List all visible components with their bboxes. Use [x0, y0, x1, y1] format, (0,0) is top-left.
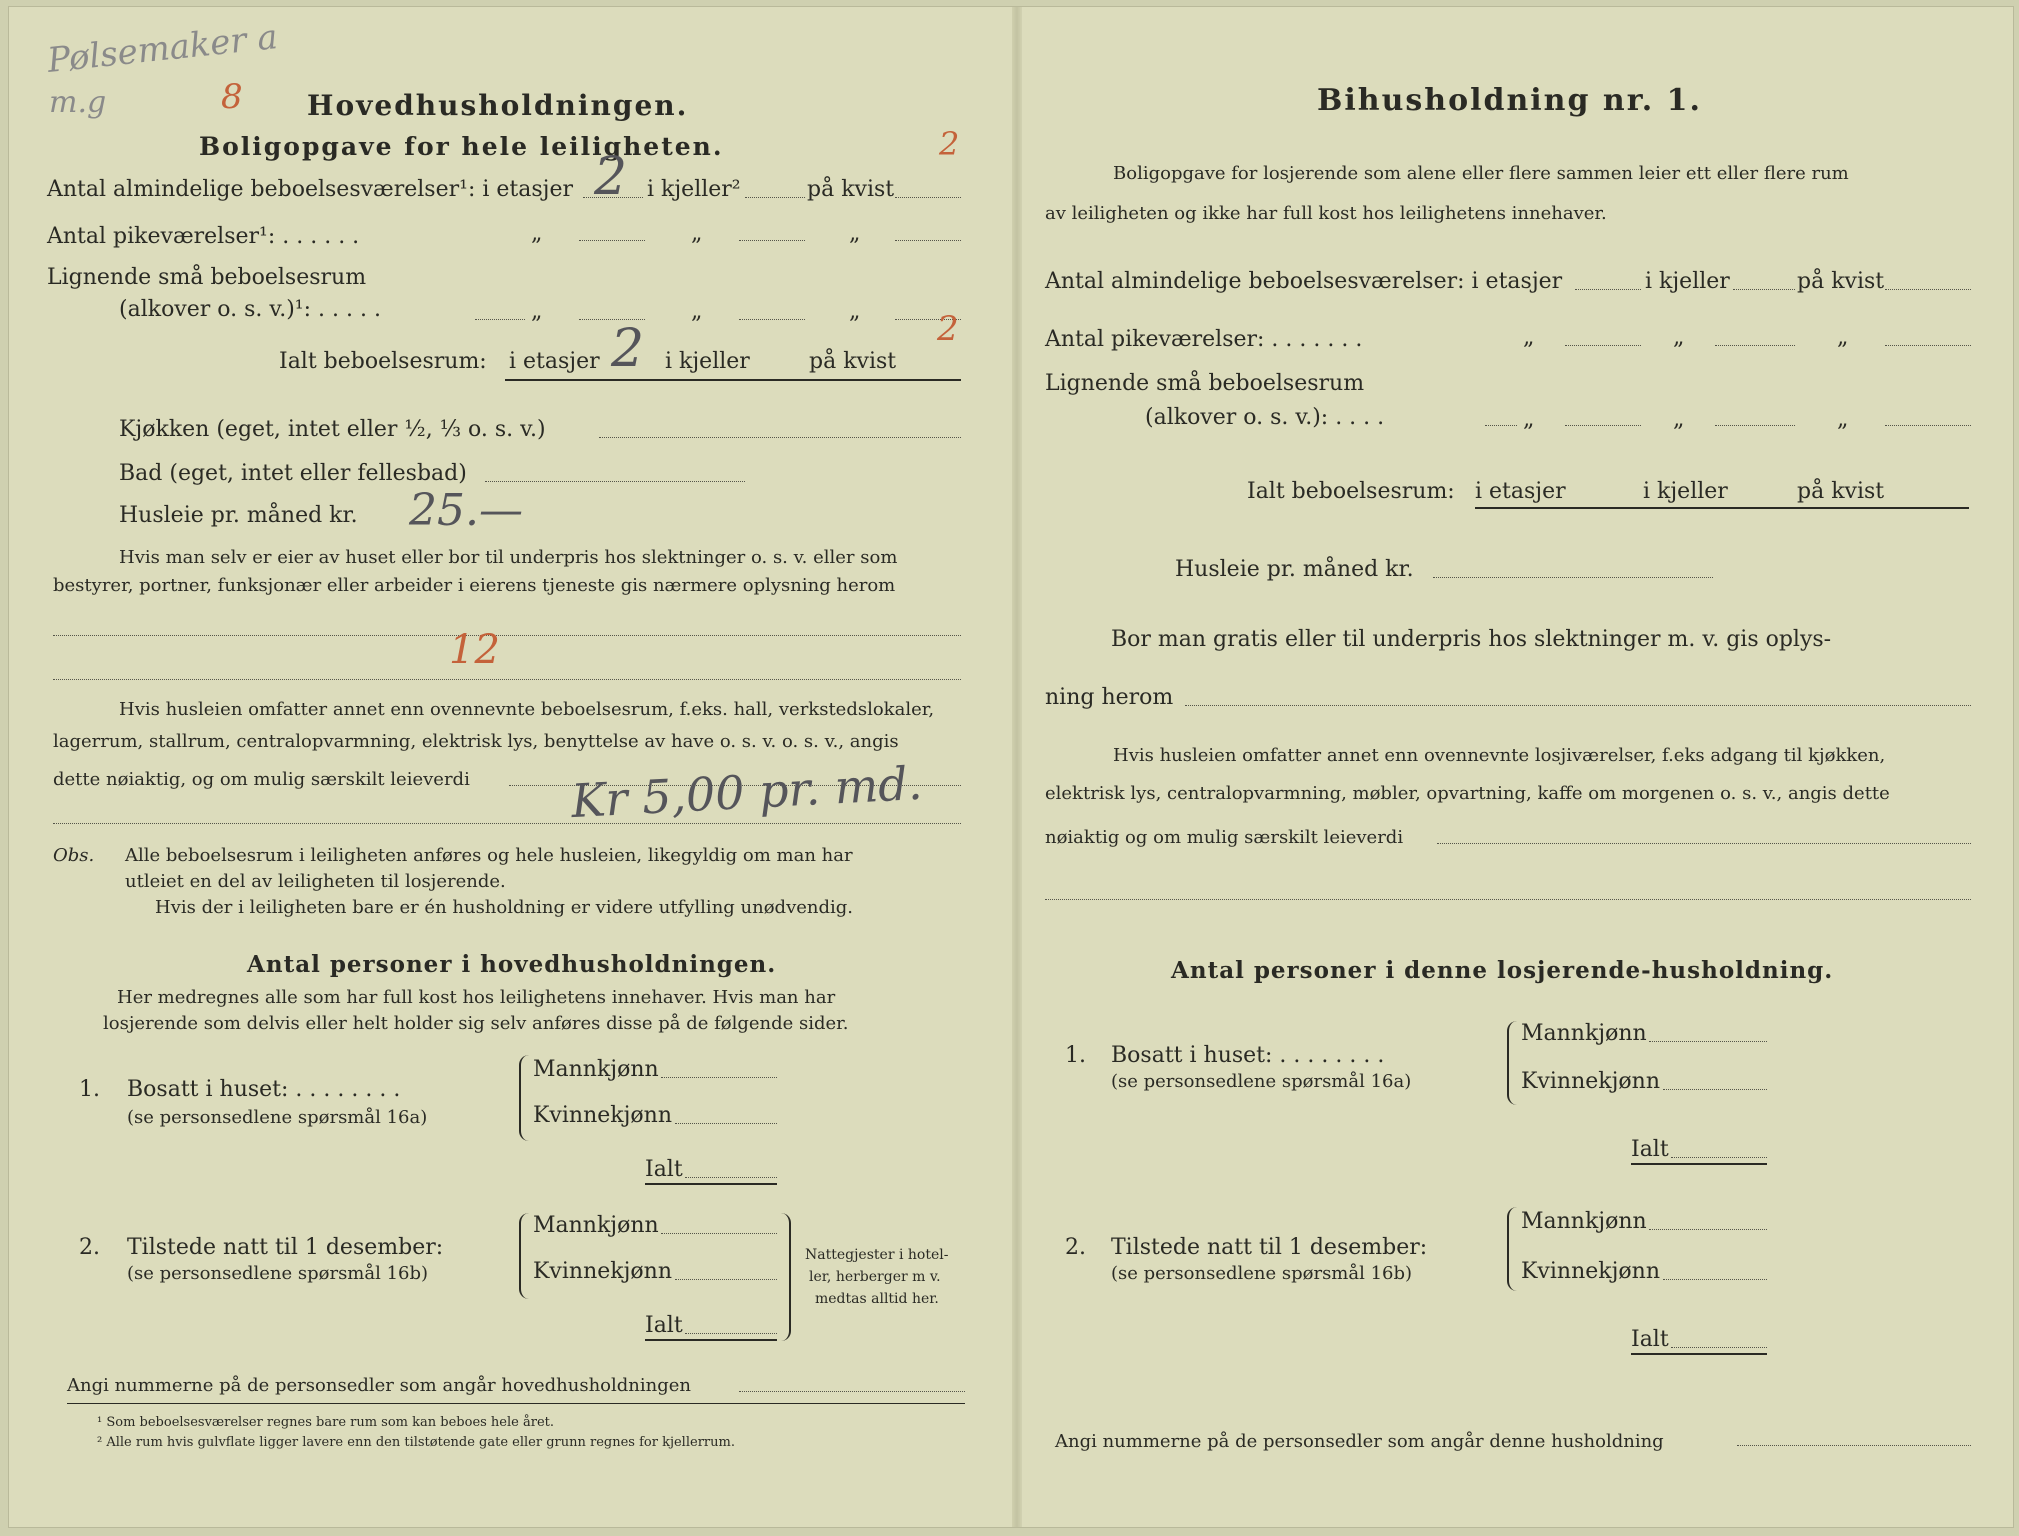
- left-kjeller-field[interactable]: [745, 197, 805, 198]
- right-ditto-6: „: [1837, 407, 1849, 432]
- left-pikevaerelser-label: Antal pikeværelser¹: . . . . . .: [47, 224, 360, 249]
- right-item1-ialt: Ialt: [1631, 1137, 1669, 1162]
- right-antal-alm-label: Antal almindelige beboelsesværelser: i etasjer: [1045, 269, 1563, 294]
- right-item1-kvinne: Kvinnekjønn: [1521, 1069, 1660, 1094]
- right-item1-ialt-field[interactable]: [1671, 1157, 1767, 1158]
- right-omfatter-2: elektrisk lys, centralopvarmning, møbler, opvartning, kaffe om morgenen o. s. v., angis dette: [1045, 783, 1890, 804]
- left-underpris-field-2[interactable]: [53, 679, 961, 680]
- left-angi: Angi nummerne på de personsedler som angår hovedhusholdningen: [67, 1375, 691, 1396]
- handwritten-etasjer-2: 2: [594, 147, 628, 207]
- right-item1-ialt-rule: [1631, 1163, 1767, 1165]
- left-item2-brace: [519, 1213, 531, 1299]
- left-obs-label: Obs.: [53, 845, 95, 866]
- left-pike-kjeller-field[interactable]: [739, 240, 805, 241]
- right-item2-sub: (se personsedlene spørsmål 16b): [1111, 1263, 1413, 1284]
- right-item2-label: Tilstede natt til 1 desember:: [1111, 1235, 1428, 1260]
- left-ditto-2: „: [691, 221, 703, 246]
- right-ialt-label: Ialt beboelsesrum:: [1247, 479, 1455, 504]
- right-item2-kvinne: Kvinnekjønn: [1521, 1259, 1660, 1284]
- right-item2-ialt-field[interactable]: [1671, 1347, 1767, 1348]
- left-item2-sub: (se personsedlene spørsmål 16b): [127, 1263, 429, 1284]
- right-lignende-etasjer-field[interactable]: [1565, 425, 1641, 426]
- handwritten-ialt-2: 2: [611, 319, 645, 379]
- left-ditto-5: „: [691, 299, 703, 324]
- left-item2-num: 2.: [79, 1235, 100, 1260]
- left-ialt-rule: [505, 379, 961, 381]
- right-leieverdi-field[interactable]: [1437, 843, 1971, 844]
- left-nattegjester-1: Nattegjester i hotel-: [805, 1247, 949, 1263]
- page-fold: [1012, 7, 1022, 1527]
- right-item2-mann: Mannkjønn: [1521, 1209, 1647, 1234]
- right-ditto-4: „: [1523, 407, 1535, 432]
- right-lignende-kvist-field[interactable]: [1885, 425, 1971, 426]
- right-pike-kjeller-field[interactable]: [1715, 345, 1795, 346]
- right-etasjer-field[interactable]: [1575, 289, 1641, 290]
- left-title: Hovedhusholdningen.: [307, 89, 689, 122]
- right-ialt-kjeller-label: i kjeller: [1643, 479, 1728, 504]
- left-ialt-kvist-label: på kvist: [809, 349, 897, 374]
- left-underpris-2: bestyrer, portner, funksjonær eller arbeider i eierens tjeneste gis nærmere oplysning herom: [53, 575, 896, 596]
- left-item2-label: Tilstede natt til 1 desember:: [127, 1235, 444, 1260]
- left-footnote-2: ² Alle rum hvis gulvflate ligger lavere enn den tilstøtende gate eller grunn regnes for kjellerrum.: [97, 1435, 735, 1450]
- right-lignende-label-2: (alkover o. s. v.): . . . .: [1145, 405, 1385, 430]
- left-antal-alm-label: Antal almindelige beboelsesværelser¹: i etasjer: [47, 177, 574, 202]
- left-item2-kvinne: Kvinnekjønn: [533, 1259, 672, 1284]
- handwritten-num-2-top: 2: [939, 125, 960, 163]
- left-item1-sub: (se personsedlene spørsmål 16a): [127, 1107, 428, 1128]
- right-item1-label: Bosatt i huset: . . . . . . . .: [1111, 1043, 1385, 1068]
- right-husleie-field[interactable]: [1433, 577, 1713, 578]
- left-bad-label: Bad (eget, intet eller fellesbad): [119, 461, 467, 486]
- right-item1-brace: [1507, 1021, 1519, 1105]
- left-underpris-1: Hvis man selv er eier av huset eller bor til underpris hos slektninger o. s. v. eller som: [119, 547, 898, 568]
- handwritten-number-8: 8: [221, 77, 243, 117]
- right-ialt-rule: [1475, 507, 1969, 509]
- left-page: [9, 7, 1009, 1527]
- right-leieverdi-field-2[interactable]: [1045, 899, 1971, 900]
- right-item2-ialt-rule: [1631, 1353, 1767, 1355]
- right-ditto-5: „: [1673, 407, 1685, 432]
- right-angi: Angi nummerne på de personsedler som angår denne husholdning: [1055, 1431, 1664, 1452]
- right-kvist-label: på kvist: [1797, 269, 1885, 294]
- right-item2-mann-field[interactable]: [1649, 1229, 1767, 1230]
- right-omfatter-3: nøiaktig og om mulig særskilt leieverdi: [1045, 827, 1404, 848]
- left-ialt-label: Ialt beboelsesrum:: [279, 349, 487, 374]
- right-ialt-kvist-label: på kvist: [1797, 479, 1885, 504]
- right-item1-mann-field[interactable]: [1649, 1041, 1767, 1042]
- left-ditto-4: „: [531, 299, 543, 324]
- left-omfatter-1: Hvis husleien omfatter annet enn ovennevnte beboelsesrum, f.eks. hall, verkstedslokaler,: [119, 699, 935, 720]
- left-lignende-field-a[interactable]: [475, 319, 525, 320]
- right-gratis-2: ning herom: [1045, 685, 1174, 710]
- left-kvist-field[interactable]: [895, 197, 961, 198]
- left-omfatter-2: lagerrum, stallrum, centralopvarmning, elektrisk lys, benyttelse av have o. s. v. o. s. v., angis: [53, 731, 899, 752]
- handwritten-husleie: 25.—: [409, 485, 523, 536]
- right-gratis-1: Bor man gratis eller til underpris hos slektninger m. v. gis oplys-: [1111, 627, 1832, 652]
- right-item2-kvinne-field[interactable]: [1663, 1279, 1767, 1280]
- left-item2-ialt: Ialt: [645, 1313, 683, 1338]
- handwritten-mg: m.g: [49, 85, 107, 120]
- left-husleie-label: Husleie pr. måned kr.: [119, 503, 358, 528]
- left-lignende-label-2: (alkover o. s. v.)¹: . . . . .: [119, 297, 381, 322]
- right-intro-1: Boligopgave for losjerende som alene eller flere sammen leier ett eller flere rum: [1113, 163, 1849, 184]
- left-item1-num: 1.: [79, 1077, 100, 1102]
- right-item1-num: 1.: [1065, 1043, 1086, 1068]
- left-item1-mann-field[interactable]: [661, 1077, 777, 1078]
- left-leieverdi-field-2[interactable]: [53, 823, 961, 824]
- left-omfatter-3: dette nøiaktig, og om mulig særskilt leieverdi: [53, 769, 470, 790]
- right-ialt-etasjer-label: i etasjer: [1475, 479, 1566, 504]
- left-item2-right-brace: [779, 1213, 791, 1341]
- left-underpris-field-1[interactable]: [53, 635, 961, 636]
- right-husleie-label: Husleie pr. måned kr.: [1175, 557, 1414, 582]
- right-pike-kvist-field[interactable]: [1885, 345, 1971, 346]
- census-form-sheet: [8, 6, 2014, 1528]
- right-kjeller-field[interactable]: [1733, 289, 1795, 290]
- left-item2-mann-field[interactable]: [661, 1233, 777, 1234]
- left-item1-brace: [519, 1055, 531, 1141]
- left-subtitle: Boligopgave for hele leiligheten.: [199, 132, 724, 161]
- left-footnote-rule: [67, 1403, 965, 1404]
- left-item2-ialt-field[interactable]: [685, 1333, 777, 1334]
- handwritten-leieverdi: Kr 5,00 pr. md.: [569, 755, 924, 829]
- right-item1-kvinne-field[interactable]: [1663, 1089, 1767, 1090]
- left-pike-kvist-field[interactable]: [895, 240, 961, 241]
- right-lignende-field-a[interactable]: [1485, 425, 1517, 426]
- left-ialt-etasjer-label: i etasjer: [509, 349, 600, 374]
- right-ditto-3: „: [1837, 325, 1849, 350]
- left-pike-etasjer-field[interactable]: [579, 240, 645, 241]
- left-item1-ialt-rule: [645, 1183, 777, 1185]
- handwritten-12: 12: [449, 627, 500, 673]
- left-item1-kvinne-field[interactable]: [675, 1123, 777, 1124]
- right-angi-field[interactable]: [1737, 1445, 1971, 1446]
- right-item2-brace: [1507, 1207, 1519, 1291]
- right-kjeller-label: i kjeller: [1645, 269, 1730, 294]
- right-item1-mann: Mannkjønn: [1521, 1021, 1647, 1046]
- right-pikevaerelser-label: Antal pikeværelser: . . . . . . .: [1045, 327, 1363, 352]
- left-ditto-1: „: [531, 221, 543, 246]
- right-pike-etasjer-field[interactable]: [1565, 345, 1641, 346]
- left-ditto-3: „: [849, 221, 861, 246]
- right-lignende-kjeller-field[interactable]: [1715, 425, 1795, 426]
- left-item1-ialt: Ialt: [645, 1157, 683, 1182]
- left-footnote-1: ¹ Som beboelsesværelser regnes bare rum som kan beboes hele året.: [97, 1415, 554, 1430]
- right-item2-num: 2.: [1065, 1235, 1086, 1260]
- right-ditto-1: „: [1523, 325, 1535, 350]
- left-lignende-label-1: Lignende små beboelsesrum: [47, 265, 367, 290]
- left-obs-2: utleiet en del av leiligheten til losjerende.: [125, 871, 506, 892]
- left-kvist-label: på kvist: [807, 177, 895, 202]
- left-item2-ialt-rule: [645, 1339, 777, 1341]
- left-kjeller-label: i kjeller²: [647, 177, 741, 202]
- left-kjokken-label: Kjøkken (eget, intet eller ½, ⅓ o. s. v.): [119, 417, 546, 442]
- left-nattegjester-2: ler, herberger m v.: [809, 1269, 941, 1285]
- left-persons-title: Antal personer i hovedhusholdningen.: [247, 951, 777, 978]
- left-angi-field[interactable]: [739, 1391, 965, 1392]
- right-kvist-field[interactable]: [1885, 289, 1971, 290]
- right-title: Bihusholdning nr. 1.: [1317, 83, 1702, 118]
- left-obs-3: Hvis der i leiligheten bare er én husholdning er videre utfylling unødvendig.: [155, 897, 854, 918]
- right-gratis-field[interactable]: [1185, 705, 1971, 706]
- left-item2-mann: Mannkjønn: [533, 1213, 659, 1238]
- left-kjokken-field[interactable]: [599, 437, 961, 438]
- left-item1-mann: Mannkjønn: [533, 1057, 659, 1082]
- right-intro-2: av leiligheten og ikke har full kost hos leilighetens innehaver.: [1045, 203, 1607, 224]
- right-persons-title: Antal personer i denne losjerende-husholdning.: [1171, 957, 1834, 984]
- right-omfatter-1: Hvis husleien omfatter annet enn ovennevnte losjiværelser, f.eks adgang til kjøkken,: [1113, 745, 1886, 766]
- right-ditto-2: „: [1673, 325, 1685, 350]
- left-item2-kvinne-field[interactable]: [675, 1279, 777, 1280]
- right-item2-ialt: Ialt: [1631, 1327, 1669, 1352]
- left-ditto-6: „: [849, 299, 861, 324]
- right-item1-sub: (se personsedlene spørsmål 16a): [1111, 1071, 1412, 1092]
- left-item1-ialt-field[interactable]: [685, 1177, 777, 1178]
- left-obs-1: Alle beboelsesrum i leiligheten anføres og hele husleien, likegyldig om man har: [125, 845, 853, 866]
- left-ialt-kjeller-label: i kjeller: [665, 349, 750, 374]
- left-item1-kvinne: Kvinnekjønn: [533, 1103, 672, 1128]
- left-nattegjester-3: medtas alltid her.: [815, 1291, 939, 1307]
- right-lignende-label-1: Lignende små beboelsesrum: [1045, 371, 1365, 396]
- left-lignende-kjeller-field[interactable]: [739, 319, 805, 320]
- right-page: [1025, 7, 2013, 1527]
- handwritten-red-2: 2: [937, 309, 959, 349]
- left-persons-1: Her medregnes alle som har full kost hos leilighetens innehaver. Hvis man har: [117, 987, 836, 1008]
- left-item1-label: Bosatt i huset: . . . . . . . .: [127, 1077, 401, 1102]
- left-bad-field[interactable]: [485, 481, 745, 482]
- handwritten-occupation: Pølsemaker a: [45, 17, 280, 81]
- left-persons-2: losjerende som delvis eller helt holder sig selv anføres disse på de følgende sider.: [103, 1013, 849, 1034]
